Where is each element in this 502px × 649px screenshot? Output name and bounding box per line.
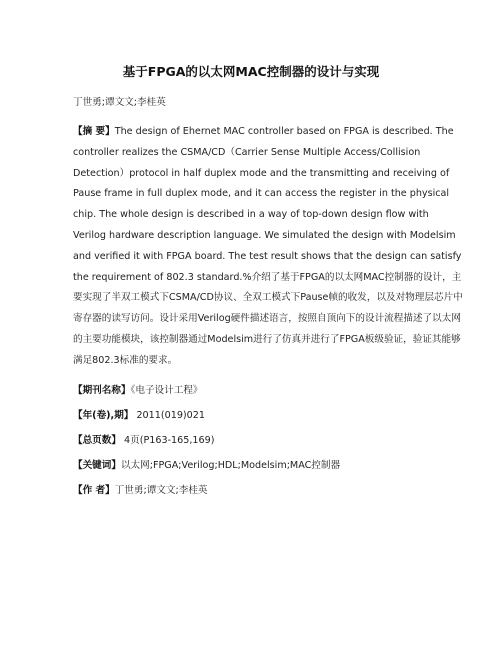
author-line: 丁世勇;谭文文;李桂英	[73, 97, 166, 108]
volume-issue-label: 【年(卷),期】	[73, 409, 134, 421]
authors-field	[73, 484, 464, 498]
page-count-value: 4页(P163-165,169)	[124, 434, 215, 446]
page-count-label: 【总页数】	[73, 434, 121, 446]
volume-issue-field	[73, 409, 464, 423]
journal-value: 《电子设计工程》	[130, 384, 203, 396]
journal-field	[73, 384, 464, 398]
abstract-text: The design of Ehernet MAC controller based on FPGA is described. The controller realizes the CSMA/CD（Carrier Sense Multiple Access/Collision Detection）protocol in half duplex mode and the transmitting and receiving of Pause frame in full duplex mode, and it can access the register in the physical chip. The whole design is described in a way of top-down design flow with Verilog hardware description language. We simulated the design with Modelsim and verified it with FPGA board. The test result shows that the design can satisfy the requirement of 802.3 standard.%介绍了基于FPGA的以太网MAC控制器的设计，主要实现了半双工模式下CSMA/CD协议、全双工模式下Pause帧的收发，以及对物理层芯片中寄存器的读写访问。设计采用Verilog硬件描述语言，按照自顶向下的设计流程描述了以太网的主要功能模块，该控制器通过Modelsim进行了仿真并进行了FPGA板级验证，验证其能够满足802.3标准的要求。	[73, 126, 463, 366]
paper-title: 基于FPGA的以太网MAC控制器的设计与实现	[122, 64, 380, 79]
journal-label: 【期刊名称】	[73, 384, 131, 396]
keywords-value: 以太网;FPGA;Verilog;HDL;Modelsim;MAC控制器	[120, 459, 341, 471]
authors-value: 丁世勇;谭文文;李桂英	[114, 484, 208, 496]
keywords-field	[73, 459, 464, 473]
page-count-field	[73, 434, 464, 448]
abstract-paragraph	[73, 122, 464, 372]
authors-label: 【作 者】	[73, 484, 115, 496]
abstract-label: 【摘 要】	[73, 126, 115, 137]
keywords-label: 【关键词】	[73, 459, 121, 471]
volume-issue-value: 2011(019)021	[136, 409, 205, 421]
